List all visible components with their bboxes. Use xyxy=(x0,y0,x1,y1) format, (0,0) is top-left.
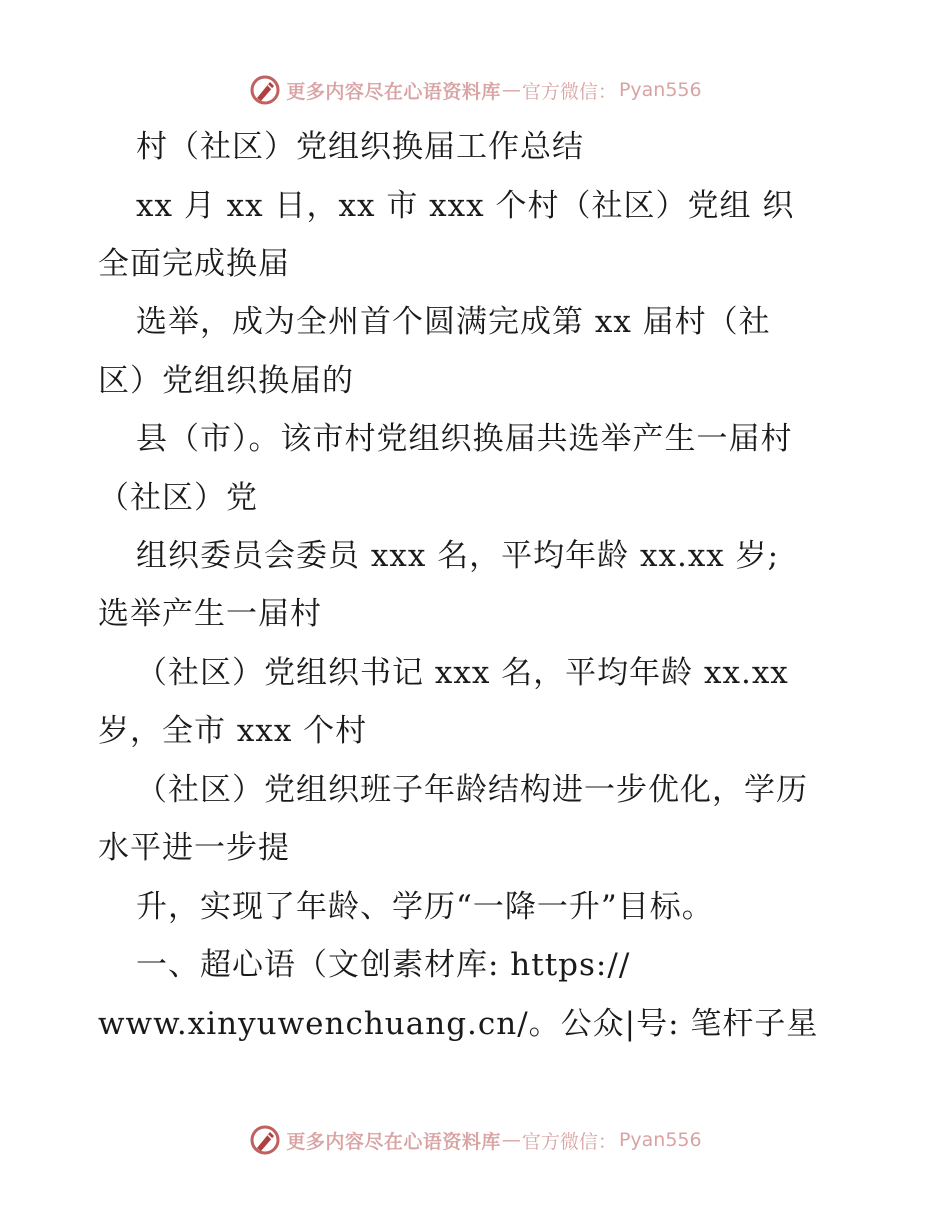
banner-slogan: 更多内容尽在心语资料库 xyxy=(286,1130,501,1153)
paragraph-line: （社区）党 xyxy=(98,480,258,516)
document-title: 村（社区）党组织换届工作总结 xyxy=(136,129,584,165)
header-watermark xyxy=(0,70,950,110)
banner-separator: — xyxy=(501,1129,521,1151)
paragraph-line: www.xinyuwenchuang.cn/。公众|号: 笔杆子星 xyxy=(98,1006,819,1042)
banner-wechat-label: 官方微信： xyxy=(521,1130,617,1153)
banner-wechat-id: Pyan556 xyxy=(618,79,702,101)
paragraph-line: 选举产生一届村 xyxy=(98,596,322,632)
banner-separator: — xyxy=(501,79,521,101)
paragraph-line: 区）党组织换届的 xyxy=(98,363,354,399)
banner-wechat-id: Pyan556 xyxy=(618,1129,702,1151)
section-heading-line: 一、超心语（文创素材库: https:// xyxy=(136,947,631,983)
banner-wechat-label: 官方微信： xyxy=(521,80,617,103)
paragraph-line: 岁，全市 xxx 个村 xyxy=(98,713,368,749)
paragraph-line: （社区）党组织班子年龄结构进一步优化，学历 xyxy=(136,772,808,808)
paragraph-line: 升，实现了年龄、学历“一降一升”目标。 xyxy=(136,889,714,925)
paragraph-line: 组织委员会委员 xxx 名，平均年龄 xx.xx 岁; xyxy=(136,538,780,574)
paragraph-line: 选举，成为全州首个圆满完成第 xx 届村（社 xyxy=(136,304,771,340)
banner-slogan: 更多内容尽在心语资料库 xyxy=(286,80,501,103)
paragraph-line: 全面完成换届 xyxy=(98,246,290,282)
pen-logo-icon xyxy=(248,1123,282,1157)
paragraph-line: 县（市）。该市村党组织换届共选举产生一届村 xyxy=(136,421,793,457)
paragraph-line: 水平进一步提 xyxy=(98,830,290,866)
pen-logo-icon xyxy=(248,73,282,107)
paragraph-line: xx 月 xx 日，xx 市 xxx 个村（社区）党组 织 xyxy=(136,188,795,224)
footer-watermark xyxy=(0,1120,950,1160)
paragraph-line: （社区）党组织书记 xxx 名，平均年龄 xx.xx xyxy=(136,655,789,691)
